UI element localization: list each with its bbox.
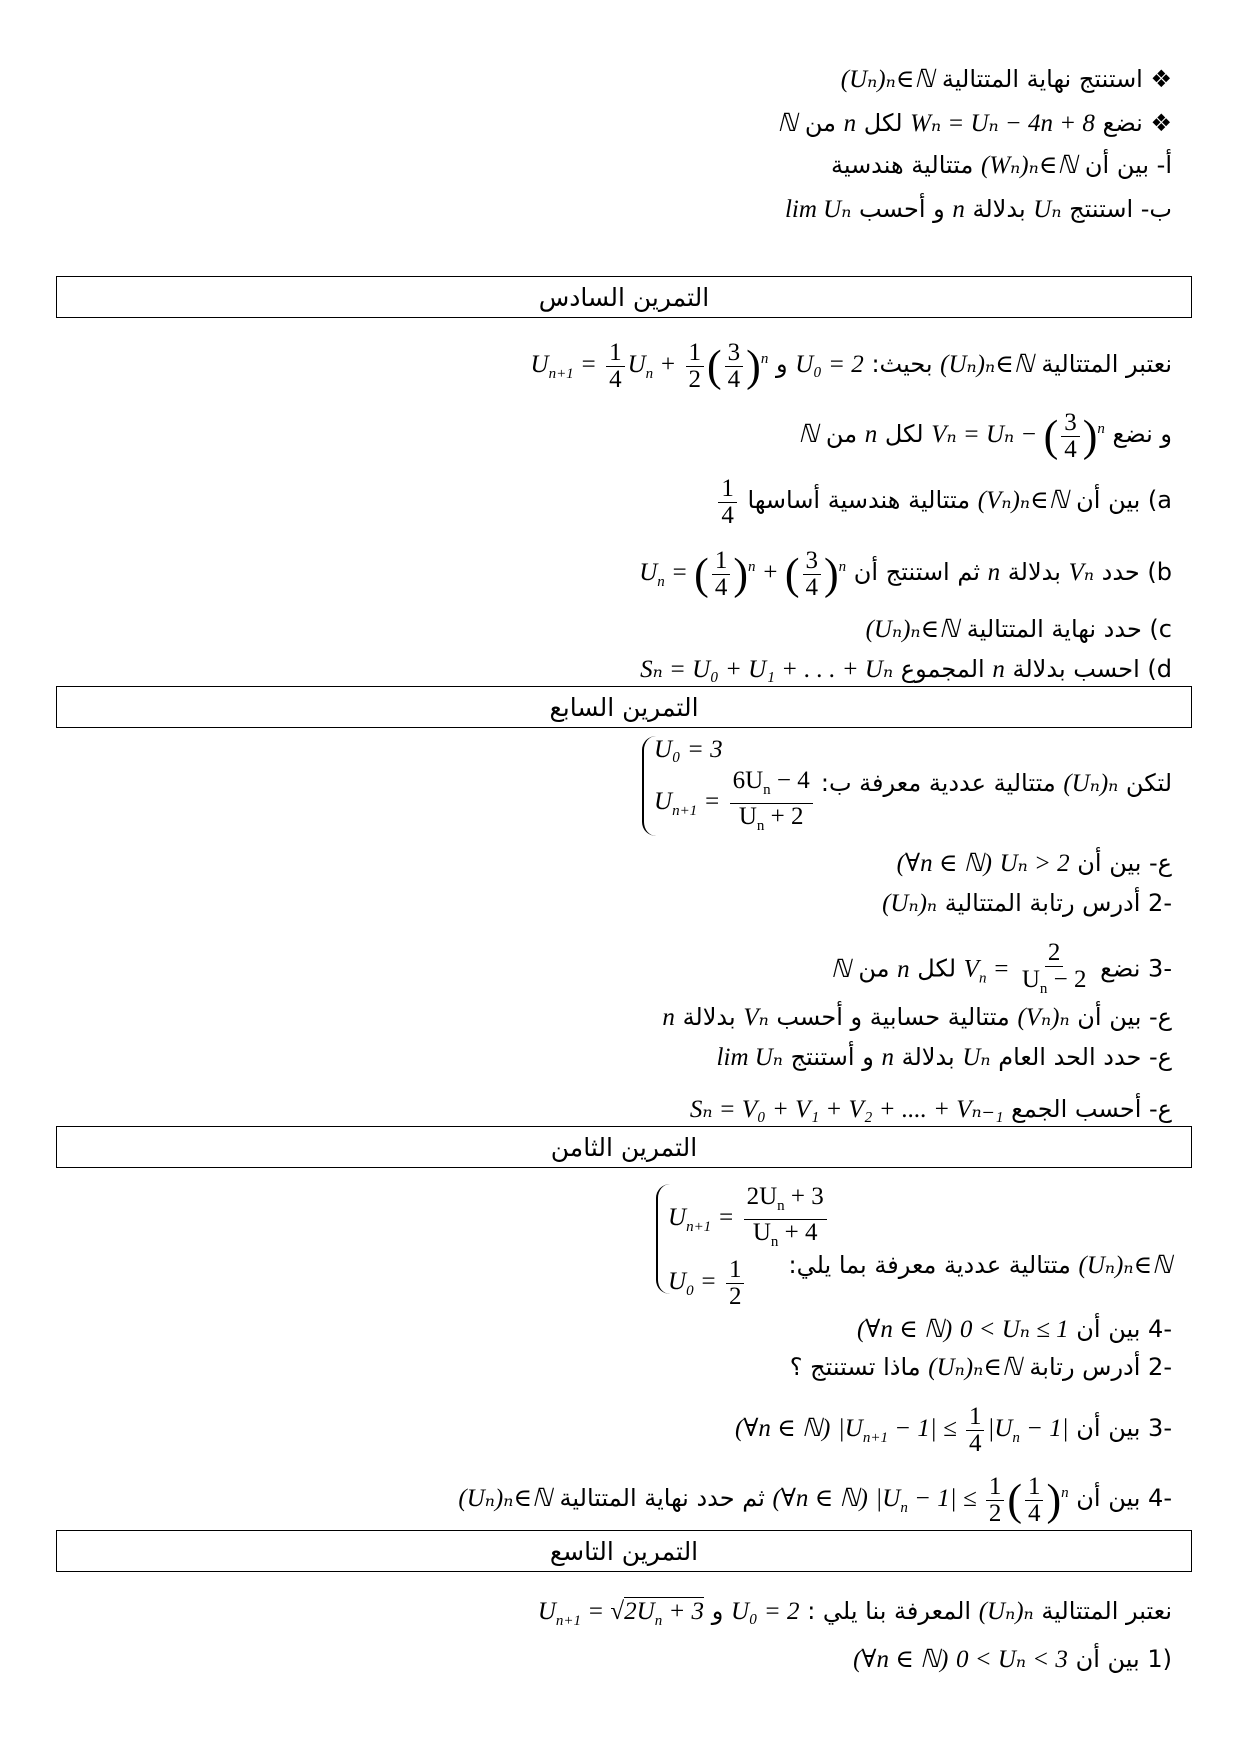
ex6-set: و نضع Vₙ = Uₙ − ( $\frac{3}{4}$ )$^n$ لكل n من ℕ (798, 409, 1172, 463)
ex6-intro: نعتبر المتتالية (Uₙ)ₙ∈ℕ بحيث: U₀ = 2 و $U_{n+1}$ = $\frac{1}{4}$ $U_n$ + $\frac{1}{2}$ ( $\frac{3}{4}$ )$^n$ (530, 339, 1172, 393)
exercise-8-title: التمرين الثامن (56, 1126, 1192, 1168)
top-line-4: ب- استنتج Uₙ بدلالة n و أحسب lim Uₙ (784, 195, 1172, 223)
un-seq-math: (Uₙ)ₙ∈ℕ (840, 66, 935, 93)
top-line-1: ❖ استنتج نهاية المتتالية (Uₙ)ₙ∈ℕ (841, 62, 1172, 97)
ex6-qa: a) بين أن (Vₙ)ₙ∈ℕ متتالية هندسية أساسها $\frac{1}{4}$ (715, 476, 1172, 529)
ex8-system: $U_{n+1}$ = $\frac{2U_n + 3}{U_n + 4}$ $U_0$ = $\frac{1}{2}$ (656, 1184, 830, 1294)
ex6-qb: b) حدد Vₙ بدلالة n ثم استنتج أن $U_n$ = ( $\frac{1}{4}$ )$^n$ + ( $\frac{3}{4}$ )$^n$ (639, 547, 1172, 601)
ex8-q3: -3 بين أن $|U_{n+1} - 1|$ ≤ $\frac{1}{4}$ $|U_n - 1|$ (∀n ∈ ℕ) (735, 1403, 1172, 1457)
ex8-intro: (Uₙ)ₙ∈ℕ متتالية عددية معرفة بما يلي: (788, 1251, 1172, 1279)
ex8-q2: -2 أدرس رتابة (Uₙ)ₙ∈ℕ ماذا تستنتج ؟ (789, 1353, 1172, 1381)
ex9-q1: (1 بين أن 0 < Uₙ < 3 (∀n ∈ ℕ) (853, 1645, 1172, 1673)
exercise-7-title: التمرين السابع (56, 686, 1192, 728)
ex7-system: U₀ = 3 $U_{n+1}$ = $\frac{6U_n - 4}{U_n + 2}$ (642, 736, 816, 836)
ex9-intro: نعتبر المتتالية (Uₙ)ₙ المعرفة بنا يلي : U₀ = 2 و $U_{n+1} = √2U_n + 3$ (537, 1597, 1172, 1629)
top-line-3: أ- بين أن (Wₙ)ₙ∈ℕ متتالية هندسية (830, 151, 1172, 179)
ex7-q2: -2 أدرس رتابة المتتالية (Uₙ)ₙ (882, 889, 1172, 917)
exercise-9-title: التمرين التاسع (56, 1530, 1192, 1572)
ex8-q4: -4 بين أن $|U_n - 1|$ ≤ $\frac{1}{2}$ ( $\frac{1}{4}$ )$^n$ (∀n ∈ ℕ) ثم حدد نهاية المتتالية (Uₙ)ₙ∈ℕ (458, 1473, 1172, 1527)
ex7-q4: ع- بين أن (Vₙ)ₙ متتالية حسابية و أحسب Vₙ بدلالة n (662, 1003, 1172, 1031)
ex6-qd: d) احسب بدلالة n المجموع Sₙ = U₀ + U₁ + . . . + Uₙ (640, 655, 1172, 683)
ex7-q1: ع- بين أن Uₙ > 2 (∀n ∈ ℕ) (896, 849, 1172, 877)
ex8-q1: -4 بين أن 0 < Uₙ ≤ 1 (∀n ∈ ℕ) (856, 1315, 1172, 1343)
ex6-qc: c) حدد نهاية المتتالية (Uₙ)ₙ∈ℕ (865, 615, 1172, 643)
top-line-2: ❖ نضع Wₙ = Uₙ − 4n + 8 لكل n من ℕ (777, 109, 1172, 137)
ex7-intro: لتكن (Uₙ)ₙ متتالية عددية معرفة ب: (820, 769, 1172, 797)
ex7-q6: ع- أحسب الجمع Sₙ = V₀ + V₁ + V₂ + .... + Vₙ₋₁ (689, 1095, 1172, 1123)
ex7-q3: -3 نضع $V_n$ = $\frac{2}{U_n - 2}$ لكل n من ℕ (830, 939, 1172, 997)
exercise-6-title: التمرين السادس (56, 276, 1192, 318)
ex7-q5: ع- حدد الحد العام Uₙ بدلالة n و أستنتج lim Uₙ (716, 1043, 1172, 1071)
